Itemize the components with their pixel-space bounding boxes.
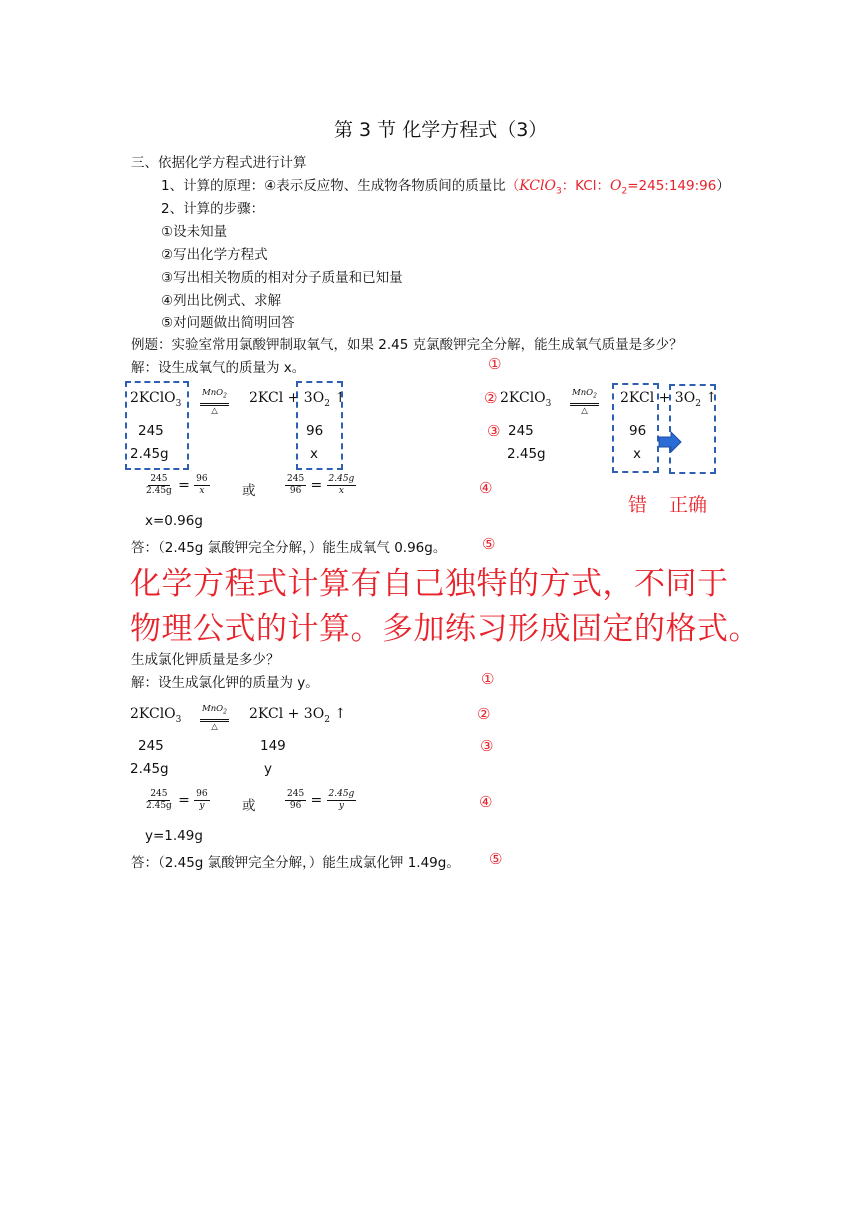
step-item: ④列出比例式、求解 [161,293,282,309]
ratio-sub3: 3 [555,186,562,197]
dashed-box-correct [669,384,716,474]
mass-kclo3: 245 [138,423,164,439]
ex2-equation-left: 2KClO$_3$ [130,706,182,725]
step-item: ③写出相关物质的相对分子质量和已知量 [161,270,403,286]
step-mark-2: ② [484,389,498,407]
step-mark-5: ⑤ [482,535,496,553]
ex2-step-mark-1: ① [481,670,495,688]
correct-label: 正确 [669,494,708,516]
example1-solve: 解：设生成氧气的质量为 x。 [131,360,306,376]
ex2-or-label: 或 [242,798,256,814]
step-mark-4: ④ [479,479,493,497]
dashed-box-wrong [612,383,659,473]
cmp-unknown: x [633,446,641,462]
result-y: y=1.49g [145,828,203,844]
answer-2: 答：（2.45g 氯酸钾完全分解，）能生成氯化钾 1.49g。 [131,855,460,871]
proportion-a: $\frac{245}{2.45g}$ = $\frac{96}{x}$ [146,474,208,496]
reaction-condition [200,383,229,416]
section-heading: 三、依据化学方程式进行计算 [131,155,307,171]
cmp-equation-left: 2KClO$_3$ [500,390,552,409]
ex2-reaction-condition: MnO$_2$ △ [202,704,227,732]
principle-line [161,174,730,197]
ratio-open: （ [505,178,520,194]
ex2-given: 2.45g [130,761,169,777]
ratio-kclo3: KClO [519,178,556,194]
emphasis-line-1: 化学方程式计算有自己独特的方式，不同于 [130,566,729,602]
step-item: ⑤对问题做出简明回答 [161,315,295,331]
steps-heading: 2、计算的步骤： [161,201,265,217]
eq-products: 2KCl + 3O [249,390,325,406]
ratio-o: O [609,178,622,194]
principle-prefix: 1、计算的原理：④表示反应物、生成物各物质间的质量比 [161,178,506,194]
unknown-o2: x [310,446,318,462]
eq-sub2: 2 [324,398,330,409]
cmp-equation-right: $2KCl + 3O_2$ ↑ [620,390,718,409]
ex2-step-mark-2: ② [477,705,491,723]
result-x: x=0.96g [145,513,203,529]
cmp-reaction-condition: MnO$_2$ △ [572,388,597,416]
ex2-step-mark-4: ④ [479,793,493,811]
cmp-given: 2.45g [507,446,546,462]
gas-arrow: ↑ [329,390,347,406]
given-kclo3: 2.45g [130,446,169,462]
ex2-mass-kcl: 149 [260,738,286,754]
ratio-mid: ：KCl： [561,178,610,194]
mass-o2: 96 [306,423,324,439]
or-label: 或 [242,483,256,499]
ex2-unknown: y [264,761,272,777]
step-mark-3: ③ [487,422,501,440]
ex2-step-mark-5: ⑤ [489,850,503,868]
step-mark-1: ① [488,355,502,373]
right-arrow-icon [657,431,683,453]
wrong-label: 错 [628,494,648,516]
answer-1: 答：（2.45g 氯酸钾完全分解，）能生成氧气 0.96g。 [131,540,447,556]
cmp-mass-o2: 96 [629,423,647,439]
ex2-proportion-a: $\frac{245}{2.45g}$ = $\frac{96}{y}$ [146,789,208,811]
ex2-equation-right: $2KCl + 3O_2$ ↑ [249,706,347,725]
dashed-box-o2 [296,381,343,470]
example-question: 例题：实验室常用氯酸钾制取氧气，如果 2.45 克氯酸钾完全分解，能生成氧气质量是多少？ [131,337,683,353]
catalyst-label: MnO$_2$ [200,388,229,406]
eq-sub3: 3 [175,398,182,409]
step-item: ②写出化学方程式 [161,247,268,263]
ratio-sub2: 2 [621,186,628,197]
cmp-mass-kclo3: 245 [508,423,534,439]
ex2-mass-kclo3: 245 [138,738,164,754]
ex2-step-mark-3: ③ [480,737,494,755]
emphasis-line-2: 物理公式的计算。多加练习形成固定的格式。 [130,611,760,647]
ex2-proportion-b: $\frac{245}{96}$ = $\frac{2.45g}{y}$ [287,789,355,811]
heat-symbol: △ [211,405,218,416]
question-2: 生成氯化钾质量是多少？ [131,652,280,668]
ratio-close: ） [716,178,730,194]
dashed-box-kclo3 [125,381,189,470]
proportion-b: $\frac{245}{96}$ = $\frac{2.45g}{x}$ [287,474,355,496]
step-item: ①设未知量 [161,224,228,240]
eq-kclo3: 2KClO [130,390,176,406]
ratio-tail: =245:149:96 [627,178,717,194]
page-title: 第 3 节 化学方程式（3） [334,119,548,141]
example2-solve: 解：设生成氯化钾的质量为 y。 [131,675,319,691]
